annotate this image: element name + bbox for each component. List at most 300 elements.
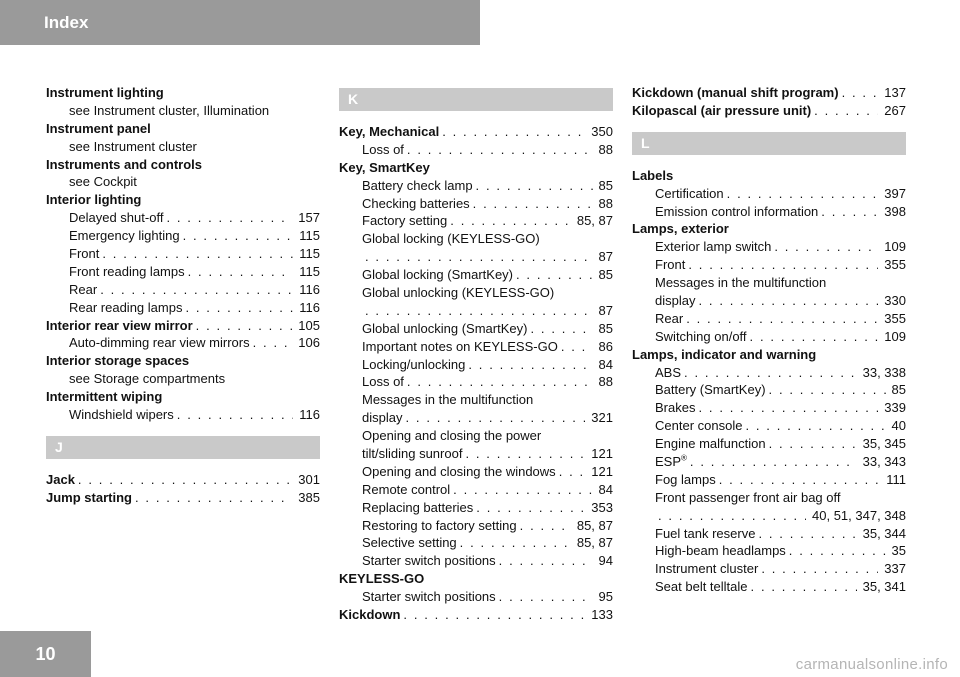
entry-text: Replacing batteries bbox=[362, 499, 474, 515]
entry-label bbox=[339, 606, 400, 624]
entry-text: Restoring to factory setting bbox=[362, 517, 517, 533]
index-entry bbox=[46, 317, 320, 335]
entry-label bbox=[632, 168, 673, 183]
leader-dots bbox=[100, 281, 293, 299]
page-reference: 353 bbox=[591, 499, 613, 515]
entry-text: Engine malfunction bbox=[655, 436, 766, 452]
leader-dots bbox=[684, 364, 857, 382]
page-reference: 385 bbox=[298, 489, 320, 505]
page-reference: 85, 87 bbox=[576, 213, 613, 229]
index-subentry bbox=[339, 499, 613, 517]
leader-dots bbox=[751, 578, 857, 596]
index-subentry bbox=[339, 195, 613, 213]
entry-text: Opening and closing the windows bbox=[362, 463, 556, 479]
entry-label bbox=[655, 490, 840, 505]
entry-text: Emission control information bbox=[655, 203, 819, 219]
page-reference: 398 bbox=[884, 203, 906, 219]
leader-dots bbox=[561, 338, 593, 356]
entry-label bbox=[46, 121, 151, 136]
page-reference: 35, 344 bbox=[862, 525, 906, 541]
page-reference: 397 bbox=[884, 185, 906, 201]
entry-label bbox=[69, 103, 269, 118]
index-subentry bbox=[632, 507, 906, 525]
entry-text: Global unlocking (SmartKey) bbox=[362, 320, 528, 336]
section-header: L bbox=[632, 132, 906, 155]
leader-dots bbox=[750, 328, 879, 346]
index-subentry bbox=[339, 302, 613, 320]
entry-text: Certification bbox=[655, 185, 724, 201]
entry-text: Lamps, exterior bbox=[632, 221, 729, 237]
entry-text: Switching on/off bbox=[655, 328, 747, 344]
index-entry bbox=[632, 220, 906, 238]
entry-text: Messages in the multifunction bbox=[362, 392, 534, 408]
page-reference: 94 bbox=[598, 553, 613, 569]
index-subentry bbox=[339, 373, 613, 391]
entry-text: Rear bbox=[655, 310, 684, 326]
entry-label bbox=[339, 571, 424, 586]
entry-text: High-beam headlamps bbox=[655, 543, 786, 559]
leader-dots bbox=[821, 203, 878, 221]
entry-text: Global unlocking (KEYLESS-GO) bbox=[362, 285, 555, 301]
page-reference: 301 bbox=[298, 471, 320, 487]
page-reference: 157 bbox=[298, 210, 320, 226]
page-reference: 40 bbox=[891, 418, 906, 434]
entry-text: Kilopascal (air pressure unit) bbox=[632, 102, 812, 118]
entry-label bbox=[362, 534, 457, 552]
page-reference: 116 bbox=[299, 299, 320, 315]
entry-label bbox=[362, 588, 496, 606]
leader-dots bbox=[814, 102, 878, 120]
leader-dots bbox=[403, 606, 585, 624]
page-reference: 85, 87 bbox=[576, 517, 613, 533]
leader-dots bbox=[196, 317, 293, 335]
entry-label bbox=[362, 320, 527, 338]
index-subentry bbox=[339, 552, 613, 570]
page-reference: 109 bbox=[884, 328, 906, 344]
leader-dots bbox=[698, 292, 878, 310]
entry-label bbox=[655, 203, 818, 221]
leader-dots bbox=[407, 373, 593, 391]
leader-dots bbox=[530, 320, 592, 338]
entry-text: Battery (SmartKey) bbox=[655, 382, 766, 398]
entry-text: Brakes bbox=[655, 400, 696, 416]
leader-dots bbox=[658, 507, 806, 525]
page-reference: 85, 87 bbox=[576, 535, 613, 551]
index-subentry bbox=[632, 381, 906, 399]
entry-label bbox=[69, 227, 180, 245]
index-subentry bbox=[339, 338, 613, 356]
entry-text: Loss of bbox=[362, 374, 404, 390]
index-entry bbox=[632, 167, 906, 185]
entry-text: Remote control bbox=[362, 481, 451, 497]
entry-text: Seat belt telltale bbox=[655, 579, 748, 595]
leader-dots bbox=[688, 256, 878, 274]
index-subentry bbox=[339, 534, 613, 552]
entry-text: tilt/sliding sunroof bbox=[362, 446, 463, 462]
index-subentry bbox=[46, 209, 320, 227]
index-entry bbox=[46, 489, 320, 507]
entry-label bbox=[362, 177, 473, 195]
index-subentry bbox=[339, 266, 613, 284]
leader-dots bbox=[365, 248, 593, 266]
entry-label bbox=[655, 381, 766, 399]
section-header: J bbox=[46, 436, 320, 459]
entry-label bbox=[69, 406, 174, 424]
entry-text: Starter switch positions bbox=[362, 553, 496, 569]
page-reference: 88 bbox=[598, 141, 613, 157]
entry-text: Auto-dimming rear view mirrors bbox=[69, 335, 250, 351]
index-subentry bbox=[339, 588, 613, 606]
page-reference: 87 bbox=[598, 302, 613, 318]
index-subentry bbox=[632, 542, 906, 560]
leader-dots bbox=[135, 489, 292, 507]
index-subentry bbox=[46, 406, 320, 424]
leader-dots bbox=[188, 263, 294, 281]
entry-label bbox=[632, 84, 839, 102]
page-reference: 105 bbox=[298, 317, 320, 333]
entry-text: Instrument lighting bbox=[46, 85, 164, 100]
page-reference: 116 bbox=[299, 407, 320, 423]
leader-dots bbox=[690, 453, 857, 471]
page-reference: 85 bbox=[598, 177, 613, 193]
entry-text: Key, SmartKey bbox=[339, 159, 430, 175]
entry-text: see Instrument cluster, Illumination bbox=[69, 102, 270, 118]
leader-dots bbox=[727, 185, 879, 203]
entry-text: Jack bbox=[46, 471, 75, 487]
entry-label bbox=[69, 334, 250, 352]
entry-text: Messages in the multifunction bbox=[655, 275, 827, 291]
entry-label bbox=[655, 292, 695, 310]
index-column-3 bbox=[632, 84, 906, 596]
index-subentry bbox=[46, 245, 320, 263]
index-entry bbox=[339, 123, 613, 141]
entry-label bbox=[655, 364, 681, 382]
page-reference: 84 bbox=[598, 481, 613, 497]
entry-text: Lamps, indicator and warning bbox=[632, 346, 817, 362]
index-entry bbox=[46, 84, 320, 102]
index-subentry bbox=[339, 177, 613, 195]
index-subentry bbox=[632, 238, 906, 256]
entry-text: Front passenger front air bag off bbox=[655, 489, 841, 505]
index-subentry bbox=[632, 310, 906, 328]
entry-text: Interior rear view mirror bbox=[46, 317, 193, 333]
leader-dots bbox=[476, 499, 585, 517]
page-reference: 35, 341 bbox=[862, 579, 906, 595]
entry-label bbox=[69, 281, 97, 299]
entry-text: Battery check lamp bbox=[362, 177, 473, 193]
page-reference: 137 bbox=[884, 85, 906, 100]
spacer bbox=[632, 155, 906, 167]
entry-label bbox=[362, 499, 473, 517]
entry-label bbox=[362, 266, 513, 284]
page-header-title: Index bbox=[44, 13, 89, 32]
entry-text: Kickdown bbox=[339, 607, 401, 623]
leader-dots bbox=[842, 84, 879, 102]
section-header: K bbox=[339, 88, 613, 111]
leader-dots bbox=[405, 409, 585, 427]
entry-text: Rear bbox=[69, 281, 98, 297]
leader-dots bbox=[499, 588, 593, 606]
index-subentry bbox=[632, 417, 906, 435]
entry-text: Intermittent wiping bbox=[46, 389, 163, 405]
index-entry bbox=[46, 120, 320, 138]
leader-dots bbox=[698, 399, 878, 417]
entry-text: Key, Mechanical bbox=[339, 124, 440, 139]
page-reference: 133 bbox=[591, 607, 613, 623]
entry-text: KEYLESS-GO bbox=[339, 571, 425, 587]
leader-dots bbox=[769, 381, 886, 399]
page-reference: 350 bbox=[591, 124, 613, 139]
entry-text: Fog lamps bbox=[655, 471, 716, 487]
index-subentry bbox=[632, 525, 906, 543]
entry-label bbox=[69, 263, 185, 281]
index-subentry bbox=[632, 256, 906, 274]
spacer bbox=[46, 424, 320, 436]
entry-label bbox=[655, 310, 683, 328]
entry-text: Windshield wipers bbox=[69, 407, 174, 423]
leader-dots bbox=[499, 552, 593, 570]
entry-text: see Instrument cluster bbox=[69, 138, 197, 154]
entry-label bbox=[69, 245, 99, 263]
entry-label bbox=[655, 578, 748, 596]
index-subentry bbox=[339, 248, 613, 266]
page-reference: 33, 338 bbox=[862, 364, 906, 380]
leader-dots bbox=[686, 310, 878, 328]
entry-label bbox=[362, 212, 447, 230]
spacer bbox=[339, 111, 613, 123]
index-entry bbox=[46, 471, 320, 489]
leader-dots bbox=[761, 560, 878, 578]
entry-text: Exterior lamp switch bbox=[655, 239, 772, 255]
leader-dots bbox=[78, 471, 292, 489]
entry-text: Fuel tank reserve bbox=[655, 525, 756, 541]
index-subentry bbox=[46, 138, 320, 156]
entry-label bbox=[69, 209, 163, 227]
page-reference: 116 bbox=[299, 281, 320, 297]
entry-label bbox=[655, 560, 758, 578]
entry-text: ESP bbox=[655, 454, 682, 470]
entry-label bbox=[655, 399, 695, 417]
page-reference: 86 bbox=[598, 338, 613, 354]
entry-label bbox=[362, 445, 462, 463]
spacer bbox=[632, 120, 906, 132]
leader-dots bbox=[520, 517, 571, 535]
entry-label bbox=[362, 373, 404, 391]
page-reference: 121 bbox=[591, 446, 613, 462]
index-subentry bbox=[339, 212, 613, 230]
leader-dots bbox=[473, 195, 593, 213]
entry-label bbox=[46, 489, 132, 507]
page-header-banner bbox=[0, 0, 480, 45]
leader-dots bbox=[102, 245, 293, 263]
page-reference: 115 bbox=[299, 263, 320, 279]
entry-label bbox=[362, 231, 540, 246]
index-subentry bbox=[632, 203, 906, 221]
index-subentry bbox=[339, 409, 613, 427]
index-entry bbox=[46, 156, 320, 174]
entry-label bbox=[362, 552, 496, 570]
index-subentry bbox=[339, 463, 613, 481]
entry-label bbox=[655, 471, 716, 489]
entry-label bbox=[362, 409, 402, 427]
index-subentry bbox=[632, 399, 906, 417]
page-reference: 40, 51, 347, 348 bbox=[812, 507, 906, 523]
spacer bbox=[46, 459, 320, 471]
entry-label bbox=[69, 299, 182, 317]
entry-label bbox=[69, 371, 225, 386]
entry-label bbox=[69, 174, 137, 189]
entry-label bbox=[655, 185, 724, 203]
index-subentry bbox=[339, 356, 613, 374]
index-subentry bbox=[339, 284, 613, 302]
page-reference: 95 bbox=[598, 589, 613, 605]
entry-label bbox=[362, 285, 554, 300]
entry-text: Emergency lighting bbox=[69, 228, 180, 244]
page-reference: 35, 345 bbox=[862, 436, 906, 452]
index-subentry bbox=[632, 328, 906, 346]
leader-dots bbox=[442, 123, 585, 141]
entry-label bbox=[655, 435, 766, 453]
entry-text: Kickdown (manual shift program) bbox=[632, 85, 839, 100]
page-reference: 115 bbox=[299, 228, 320, 244]
page-reference: 106 bbox=[298, 335, 320, 351]
leader-dots bbox=[789, 542, 886, 560]
entry-text: Front reading lamps bbox=[69, 263, 185, 279]
index-subentry bbox=[339, 481, 613, 499]
entry-label bbox=[46, 85, 164, 100]
entry-label bbox=[46, 157, 202, 172]
leader-dots bbox=[460, 534, 571, 552]
entry-text: see Cockpit bbox=[69, 174, 137, 190]
leader-dots bbox=[253, 334, 293, 352]
index-entry bbox=[632, 102, 906, 120]
index-subentry bbox=[339, 517, 613, 535]
entry-label bbox=[655, 256, 685, 274]
leader-dots bbox=[516, 266, 593, 284]
entry-text: Interior storage spaces bbox=[46, 353, 190, 369]
entry-label bbox=[655, 275, 826, 290]
entry-label bbox=[46, 389, 162, 404]
page-reference: 109 bbox=[884, 239, 906, 255]
index-entry bbox=[46, 191, 320, 209]
entry-text: Loss of bbox=[362, 141, 404, 157]
page-reference: 84 bbox=[598, 356, 613, 372]
page-reference: 337 bbox=[884, 561, 906, 577]
entry-label bbox=[362, 392, 533, 407]
index-subentry bbox=[632, 453, 906, 471]
entry-text: Labels bbox=[632, 167, 674, 183]
leader-dots bbox=[166, 209, 292, 227]
entry-text: Opening and closing the power bbox=[362, 428, 542, 444]
entry-text: Checking batteries bbox=[362, 195, 470, 211]
entry-text: display bbox=[655, 293, 696, 309]
index-subentry bbox=[46, 263, 320, 281]
entry-label bbox=[69, 139, 197, 154]
page-reference: 85 bbox=[598, 267, 613, 283]
entry-label bbox=[46, 192, 141, 207]
index-subentry bbox=[46, 227, 320, 245]
leader-dots bbox=[769, 435, 857, 453]
leader-dots bbox=[745, 417, 885, 435]
entry-label bbox=[632, 221, 729, 236]
page-reference: 35 bbox=[891, 543, 906, 559]
index-entry bbox=[46, 388, 320, 406]
entry-text: ABS bbox=[655, 364, 682, 380]
page-reference: 88 bbox=[598, 195, 613, 211]
leader-dots bbox=[177, 406, 294, 424]
entry-text: Front bbox=[69, 246, 100, 262]
entry-label bbox=[362, 356, 465, 374]
entry-text: Jump starting bbox=[46, 489, 132, 505]
index-subentry bbox=[632, 578, 906, 596]
index-subentry bbox=[632, 435, 906, 453]
entry-label bbox=[46, 317, 193, 335]
entry-label bbox=[362, 481, 450, 499]
page-reference: 85 bbox=[598, 320, 613, 336]
leader-dots bbox=[465, 445, 585, 463]
entry-label bbox=[362, 195, 470, 213]
page-reference: 121 bbox=[591, 463, 613, 479]
entry-label bbox=[655, 542, 786, 560]
entry-label bbox=[362, 463, 556, 481]
index-subentry bbox=[339, 230, 613, 248]
entry-text: Important notes on KEYLESS-GO bbox=[362, 338, 558, 354]
leader-dots bbox=[453, 481, 592, 499]
entry-label bbox=[339, 123, 439, 141]
index-subentry bbox=[46, 173, 320, 191]
page-reference: 330 bbox=[884, 293, 906, 309]
leader-dots bbox=[407, 141, 593, 159]
entry-text: Interior lighting bbox=[46, 192, 142, 208]
entry-label bbox=[632, 347, 816, 362]
page-reference: 87 bbox=[598, 249, 613, 265]
index-subentry bbox=[632, 489, 906, 507]
entry-text: Locking/unlocking bbox=[362, 356, 466, 372]
entry-text: Rear reading lamps bbox=[69, 299, 183, 315]
page-reference: 355 bbox=[884, 257, 906, 273]
page-reference: 355 bbox=[884, 310, 906, 326]
entry-label bbox=[362, 428, 541, 443]
page-number: 10 bbox=[35, 644, 56, 664]
entry-text: Instrument panel bbox=[46, 120, 151, 136]
entry-text: display bbox=[362, 410, 403, 426]
index-subentry bbox=[339, 445, 613, 463]
entry-text: Instrument cluster bbox=[655, 561, 759, 577]
index-subentry bbox=[632, 364, 906, 382]
entry-label bbox=[655, 238, 771, 256]
index-entry bbox=[632, 84, 906, 102]
page-reference: 88 bbox=[598, 374, 613, 390]
index-subentry bbox=[632, 292, 906, 310]
entry-text: Center console bbox=[655, 418, 743, 434]
page-reference: 111 bbox=[886, 471, 906, 487]
leader-dots bbox=[185, 299, 293, 317]
entry-label bbox=[655, 328, 747, 346]
entry-text: see Storage compartments bbox=[69, 371, 226, 387]
index-subentry bbox=[339, 141, 613, 159]
entry-label bbox=[655, 453, 687, 471]
index-subentry bbox=[632, 185, 906, 203]
index-subentry bbox=[339, 391, 613, 409]
page-reference: 85 bbox=[891, 382, 906, 398]
index-subentry bbox=[632, 274, 906, 292]
entry-label bbox=[46, 353, 189, 368]
page-reference: 321 bbox=[591, 410, 613, 426]
index-column-2 bbox=[339, 84, 613, 624]
index-subentry bbox=[46, 334, 320, 352]
entry-label bbox=[362, 517, 517, 535]
index-subentry bbox=[46, 102, 320, 120]
